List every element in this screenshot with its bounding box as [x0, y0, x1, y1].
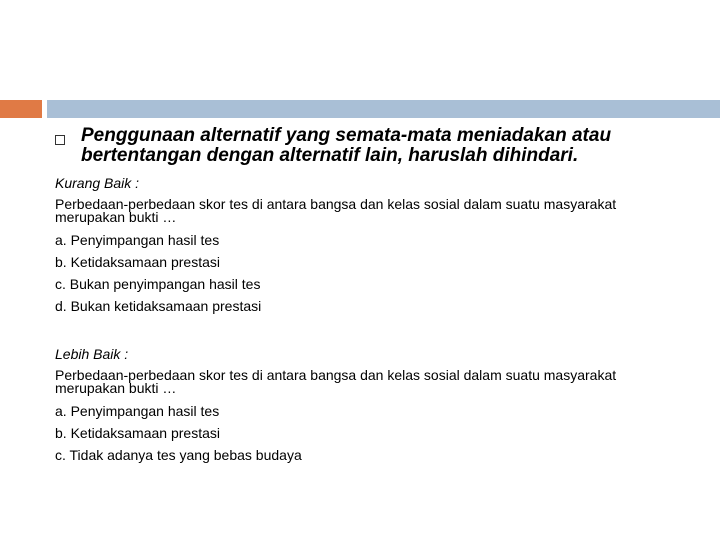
option-c: c. Tidak adanya tes yang bebas budaya: [55, 447, 302, 463]
option-a: a. Penyimpangan hasil tes: [55, 403, 220, 419]
section-label: Kurang Baik :: [55, 175, 140, 191]
section-lebih-baik: [55, 343, 685, 466]
section-label: Lebih Baik :: [55, 346, 129, 362]
option-b: b. Ketidaksamaan prestasi: [55, 254, 220, 270]
option-c: c. Bukan penyimpangan hasil tes: [55, 276, 261, 292]
option-d: d. Bukan ketidaksamaan prestasi: [55, 298, 262, 314]
header-band-orange: [0, 100, 42, 118]
square-bullet-icon: [55, 135, 65, 145]
option-b: b. Ketidaksamaan prestasi: [55, 425, 220, 441]
bullet-text: Penggunaan alternatif yang semata-mata meniadakan atau bertentangan dengan alternatif lain, haruslah dihindari.: [81, 125, 612, 166]
option-a: a. Penyimpangan hasil tes: [55, 232, 220, 248]
question-text: Perbedaan-perbedaan skor tes di antara bangsa dan kelas sosial dalam suatu masyarakat merupakan bukti …: [55, 196, 617, 225]
question-text: Perbedaan-perbedaan skor tes di antara bangsa dan kelas sosial dalam suatu masyarakat merupakan bukti …: [55, 367, 617, 396]
section-kurang-baik: [55, 172, 685, 317]
header-band-blue: [47, 100, 720, 118]
